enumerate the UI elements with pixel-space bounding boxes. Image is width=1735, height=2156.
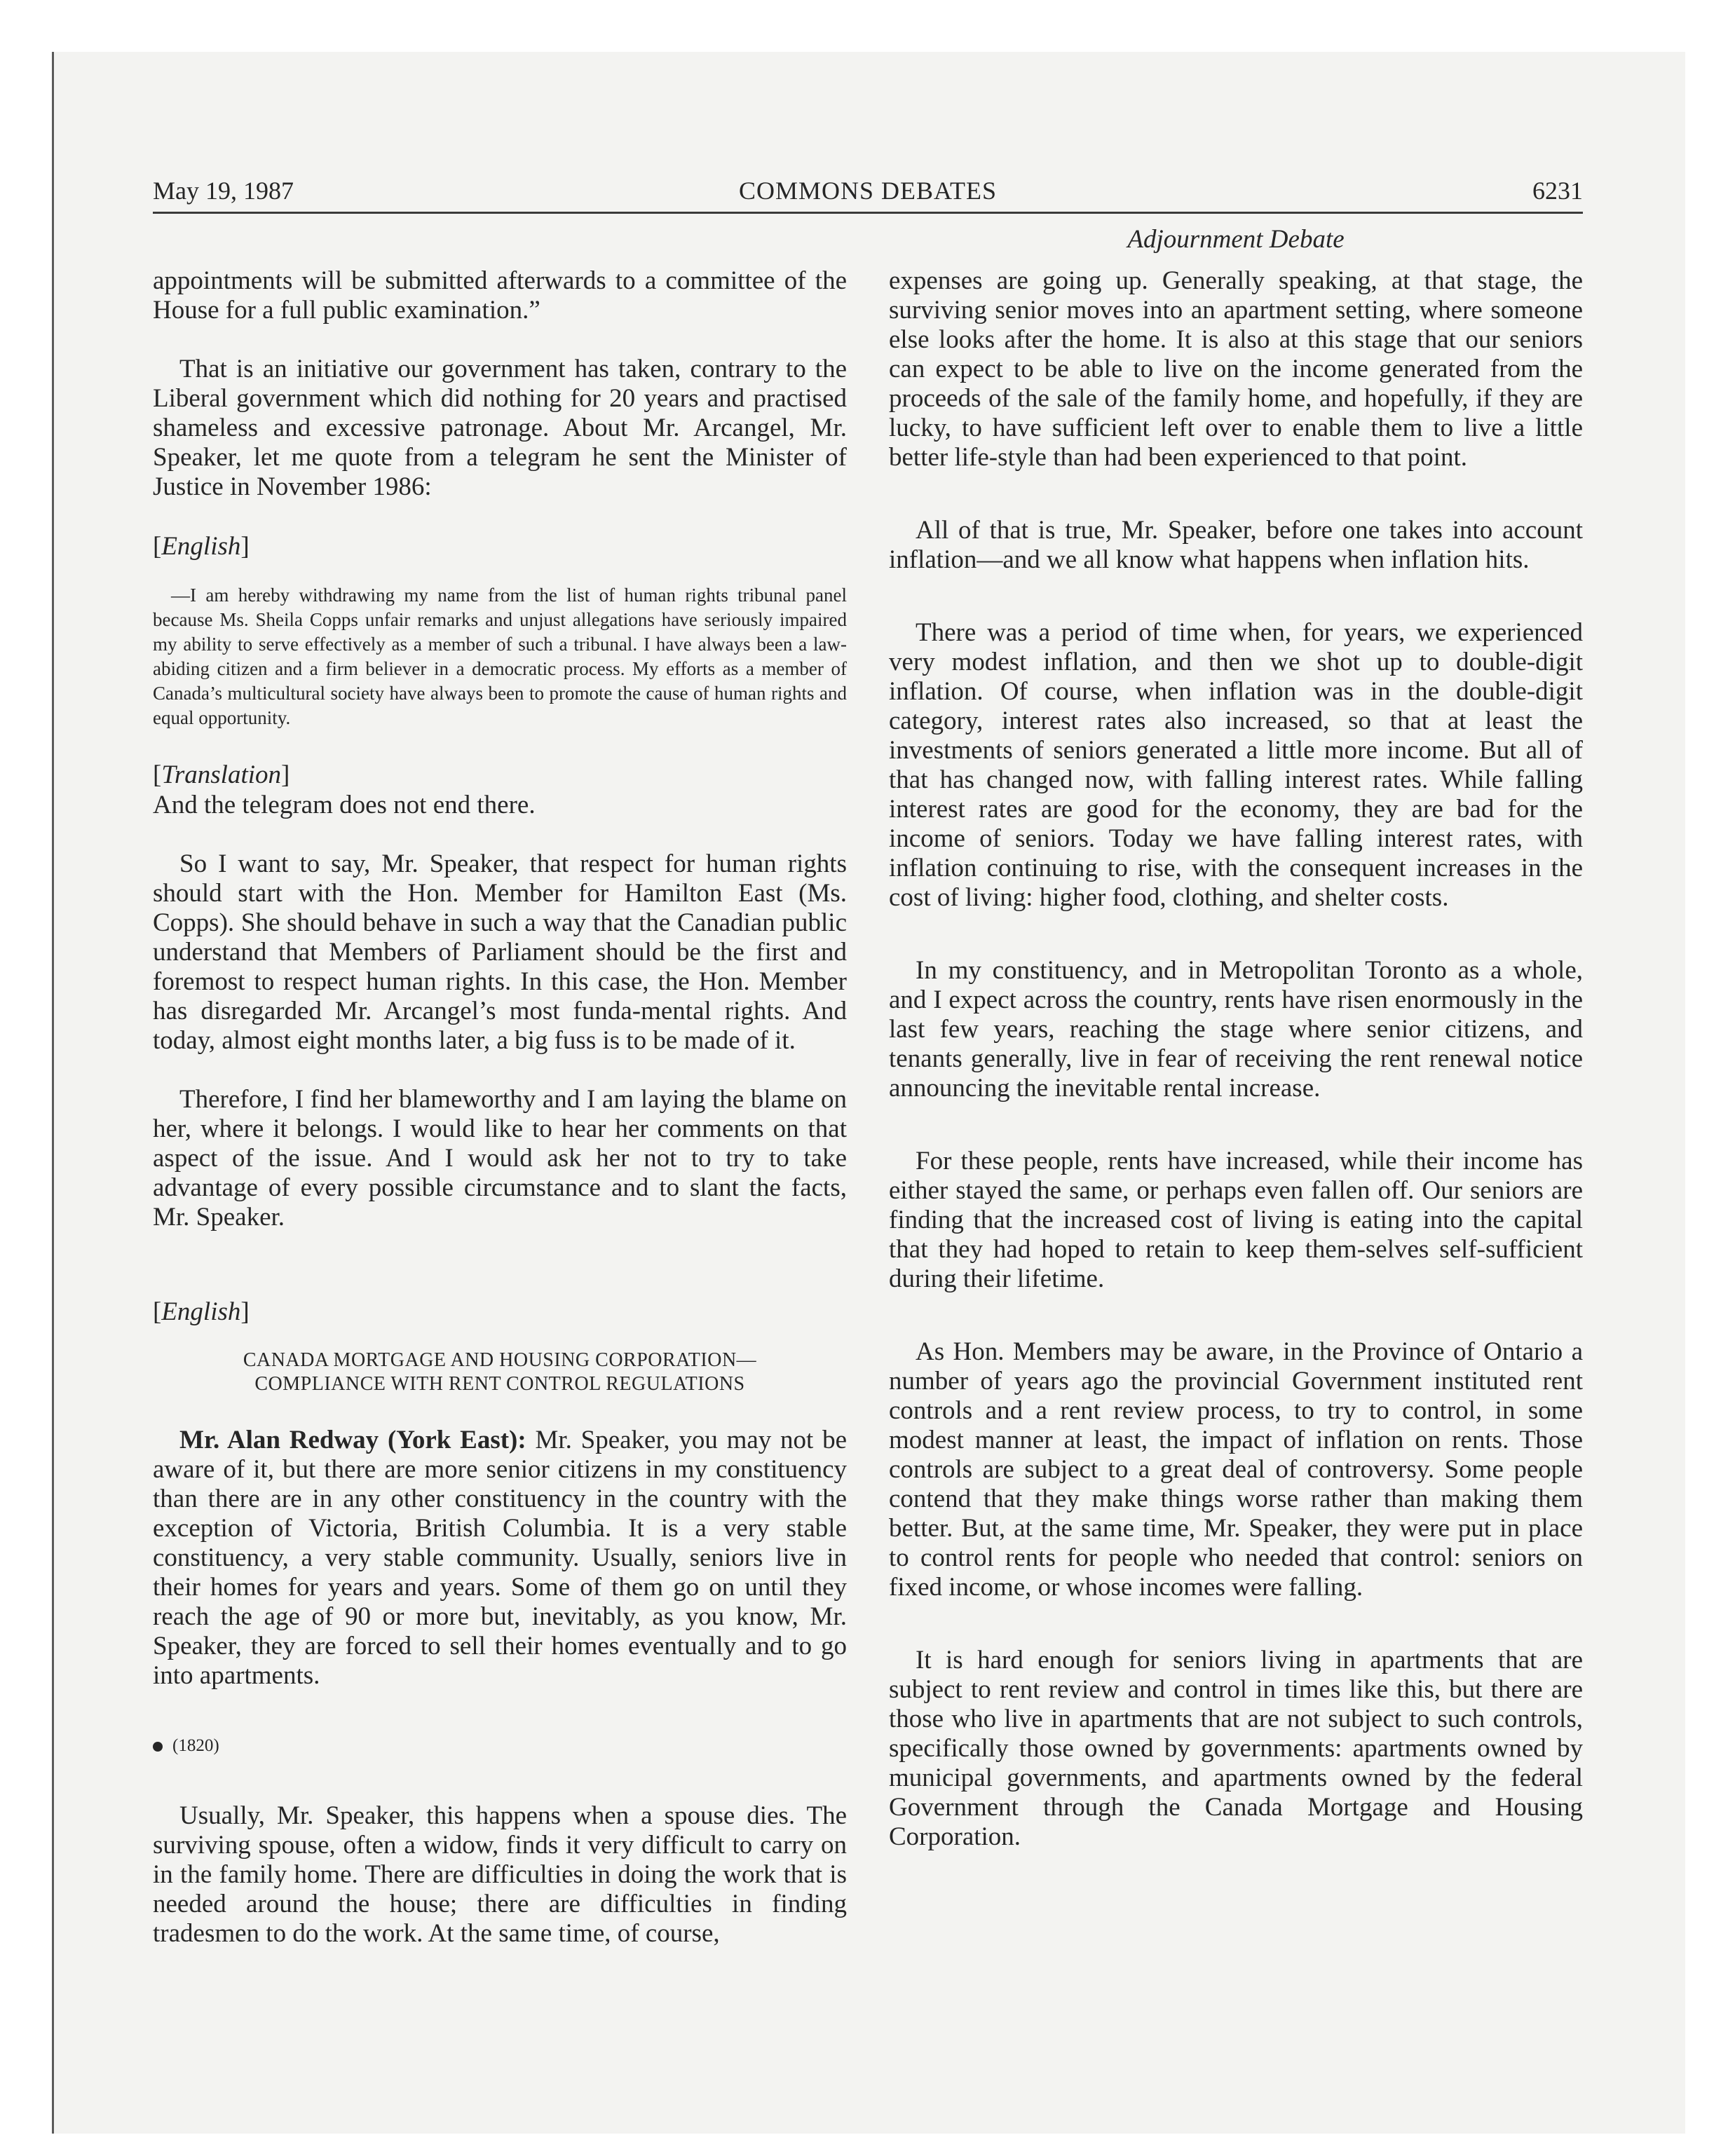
section-heading: Adjournment Debate bbox=[1127, 225, 1345, 254]
page-edge-rule bbox=[52, 52, 54, 2134]
telegram-quote: —I am hereby withdrawing my name from the list of human rights tribunal panel because Ms. Sheila Copps unfair remarks and unjust allegations have seriously impaired my ability to serve effectively as a member of such a tribunal. I have always been a law-abiding citizen and a firm believer in a democratic process. My efforts as a member of Canada’s multicultural society have always been to promote the cause of human rights and equal opportunity. bbox=[153, 585, 847, 728]
language-tag-text: English bbox=[161, 532, 241, 561]
paragraph: It is hard enough for seniors living in apartments that are subject to rent review and control in times like this, but there are those who live in apartments that are not subject to such controls, specifically those owned by governments: apartments owned by municipal governments, and apartments owned by the federal Government through the Canada Mortgage and Housing Corporation. bbox=[889, 1646, 1583, 1851]
header-title: COMMONS DEBATES bbox=[738, 177, 998, 205]
time-marker-text: (1820) bbox=[172, 1736, 219, 1755]
language-tag-text: Translation bbox=[161, 760, 282, 789]
paragraph: There was a period of time when, for years, we experienced very modest inflation, and then we shot up to double-digit inflation. Of course, when inflation was in the double-digit category, interest rates also increased, so that at least the investments of seniors generated a little more income. But all of that has changed now, with falling interest rates. While falling interest rates are good for the economy, they are bad for the income of seniors. Today we have falling interest rates, with inflation continuing to rise, with the consequent increases in the cost of living: higher food, clothing, and shelter costs. bbox=[889, 618, 1583, 912]
language-tag: [English] bbox=[153, 1297, 250, 1326]
language-tag-text: English bbox=[161, 1297, 241, 1326]
paragraph: Therefore, I find her blameworthy and I am laying the blame on her, where it belongs. I would like to hear her comments on that aspect of the issue. And I would ask her not to try to take advantage of every possible circumstance and to slant the facts, Mr. Speaker. bbox=[153, 1085, 847, 1231]
right-column bbox=[889, 266, 1583, 1852]
language-tag: [Translation] bbox=[153, 760, 290, 789]
speech-text: Mr. Speaker, you may not be aware of it, but there are more senior citizens in my constituency than there are in any other constituency in the country with the exception of Victoria, British Columbia. It is a very stable constituency, a very stable community. Usually, seniors live in their homes for years and years. Some of them go on until they reach the age of 90 or more but, inevitably, as you know, Mr. Speaker, they are forced to sell their homes eventually and to go into apartments. bbox=[153, 1426, 847, 1690]
paragraph: For these people, rents have increased, while their income has either stayed the same, or perhaps even fallen off. Our seniors are finding that the increased cost of living is eating into the capital that they had hoped to retain to keep them-selves self-sufficient during their lifetime. bbox=[889, 1147, 1583, 1293]
speech-paragraph bbox=[153, 1426, 847, 1691]
time-marker bbox=[153, 1734, 847, 1758]
header-page-number: 6231 bbox=[1532, 177, 1583, 205]
page-header bbox=[153, 170, 1583, 214]
paragraph: So I want to say, Mr. Speaker, that respect for human rights should start with the Hon. Member for Hamilton East (Ms. Copps). She should behave in such a way that the Canadian public understand that Members of Parliament should be the first and foremost to respect human rights. In this case, the Hon. Member has disregarded Mr. Arcangel’s most funda-mental rights. And today, almost eight months later, a big fuss is to be made of it. bbox=[153, 850, 847, 1055]
paragraph: Usually, Mr. Speaker, this happens when a spouse dies. The surviving spouse, often a widow, finds it very difficult to carry on in the family home. There are difficulties in doing the work that is needed around the house; there are difficulties in finding tradesmen to do the work. At the same time, of course, bbox=[153, 1801, 847, 1948]
paragraph: In my constituency, and in Metropolitan Toronto as a whole, and I expect across the country, rents have risen enormously in the last few years, reaching the stage where senior citizens, and tenants generally, live in fear of receiving the rent renewal notice announcing the inevitable rental increase. bbox=[889, 956, 1583, 1103]
debate-subject-line: CANADA MORTGAGE AND HOUSING CORPORATION— bbox=[243, 1349, 757, 1371]
paragraph: And the telegram does not end there. bbox=[153, 791, 536, 819]
paragraph: That is an initiative our government has taken, contrary to the Liberal government which did nothing for 20 years and practised shameless and excessive patronage. About Mr. Arcangel, Mr. Speaker, let me quote from a telegram he sent the Minister of Justice in November 1986: bbox=[153, 355, 847, 501]
speaker-name: Mr. Alan Redway (York East): bbox=[179, 1426, 526, 1454]
paragraph: expenses are going up. Generally speaking, at that stage, the surviving senior moves into an apartment setting, where someone else looks after the home. It is also at this stage that our seniors can expect to be able to live on the income generated from the proceeds of the sale of the family home, and hopefully, if they are lucky, to have sufficient left over to enable them to live a little better life-style than had been experienced to that point. bbox=[889, 266, 1583, 472]
language-tag: [English] bbox=[153, 532, 250, 561]
header-date: May 19, 1987 bbox=[153, 177, 294, 205]
debate-subject-line: COMPLIANCE WITH RENT CONTROL REGULATIONS bbox=[254, 1373, 745, 1395]
left-column bbox=[153, 266, 847, 1949]
bullet-icon bbox=[153, 1742, 163, 1752]
paragraph: As Hon. Members may be aware, in the Province of Ontario a number of years ago the provincial Government instituted rent controls and a rent review process, to try to control, in some modest manner at least, the impact of inflation on rents. Those controls are subject to a great deal of controversy. Some people contend that they make things worse rather than making them better. But, at the same time, Mr. Speaker, they were put in place to control rents for people who needed that control: seniors on fixed income, or whose incomes were falling. bbox=[889, 1337, 1583, 1602]
paragraph: appointments will be submitted afterwards to a committee of the House for a full public examination.” bbox=[153, 266, 847, 325]
paragraph: All of that is true, Mr. Speaker, before one takes into account inflation—and we all know what happens when inflation hits. bbox=[889, 516, 1583, 574]
